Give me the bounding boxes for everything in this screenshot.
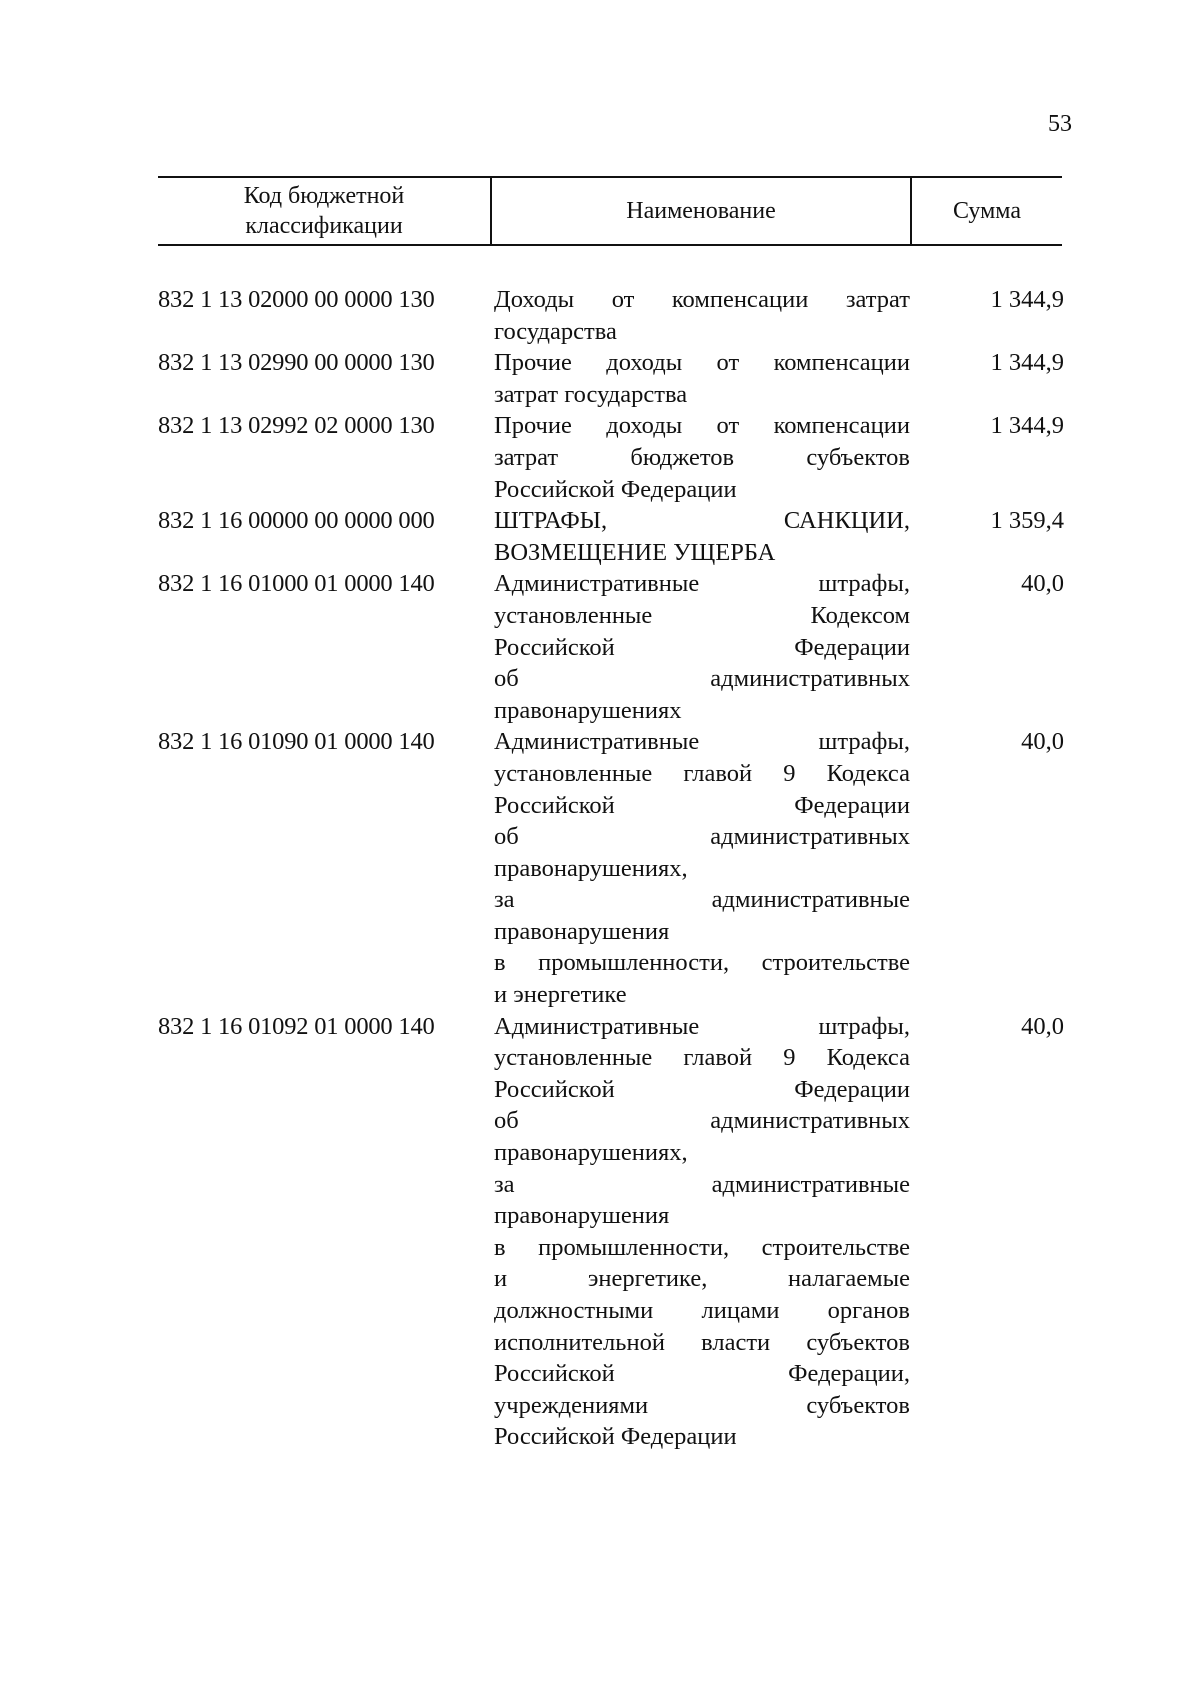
budget-code-cell: 832 1 16 00000 00 0000 000 (158, 507, 435, 535)
name-line: Российской Федерации (494, 475, 737, 503)
name-line: и энергетике (494, 981, 627, 1009)
sum-cell: 40,0 (1021, 570, 1064, 598)
name-line: Прочие доходы от компенсации (494, 412, 910, 440)
name-line: Административные штрафы, (494, 728, 910, 756)
name-cell (494, 410, 910, 505)
name-line: в промышленности, строительстве (494, 1233, 910, 1261)
name-line: правонарушениях (494, 696, 682, 724)
name-line: затрат бюджетов субъектов (494, 443, 910, 471)
sum-cell: 1 344,9 (990, 349, 1064, 377)
budget-code-cell: 832 1 16 01000 01 0000 140 (158, 570, 435, 598)
name-line: государства (494, 317, 617, 345)
name-line: Российской Федерации, (494, 1360, 910, 1388)
table-row (158, 726, 1064, 1010)
sum-cell: 1 344,9 (990, 286, 1064, 313)
name-cell (494, 726, 910, 1010)
name-line: за административные (494, 886, 910, 914)
budget-code-cell: 832 1 13 02990 00 0000 130 (158, 349, 435, 377)
table-header (158, 176, 1062, 246)
name-line: исполнительной власти субъектов (494, 1328, 910, 1356)
budget-table-body (158, 284, 1064, 1453)
table-row (158, 284, 1064, 347)
name-line: Российской Федерации (494, 1075, 910, 1103)
budget-code-cell: 832 1 13 02992 02 0000 130 (158, 412, 435, 440)
name-line: за административные (494, 1170, 910, 1198)
name-cell (494, 505, 910, 568)
header-code-column (158, 178, 490, 244)
name-line: Доходы от компенсации затрат (494, 286, 910, 313)
name-line: Прочие доходы от компенсации (494, 349, 910, 377)
name-line: об административных (494, 1107, 910, 1135)
table-row (158, 347, 1064, 410)
name-line: об административных (494, 823, 910, 851)
name-cell (494, 347, 910, 410)
table-row (158, 410, 1064, 505)
name-line: Административные штрафы, (494, 570, 910, 598)
name-line: затрат государства (494, 380, 688, 408)
name-line: учреждениями субъектов (494, 1391, 910, 1419)
budget-code-cell: 832 1 16 01092 01 0000 140 (158, 1012, 435, 1040)
name-cell (494, 1011, 910, 1453)
header-code-line-2: классификации (245, 213, 403, 239)
table-row (158, 1011, 1064, 1453)
name-line: Российской Федерации (494, 1423, 737, 1451)
header-sum-column: Сумма (910, 178, 1062, 244)
name-line: Административные штрафы, (494, 1012, 910, 1040)
name-line: ВОЗМЕЩЕНИЕ УЩЕРБА (494, 538, 776, 566)
name-line: установленные главой 9 Кодекса (494, 759, 910, 787)
name-line: правонарушениях, (494, 854, 688, 882)
name-line: ШТРАФЫ, САНКЦИИ, (494, 507, 910, 535)
name-line: правонарушения (494, 917, 670, 945)
sum-cell: 40,0 (1021, 1012, 1064, 1040)
name-cell (494, 568, 910, 726)
sum-cell: 1 344,9 (990, 412, 1064, 440)
table-row (158, 568, 1064, 726)
name-line: Российской Федерации (494, 633, 910, 661)
budget-code-cell: 832 1 13 02000 00 0000 130 (158, 286, 435, 313)
name-cell (494, 284, 910, 347)
name-line: правонарушения (494, 1202, 670, 1230)
header-name-column: Наименование (490, 178, 910, 244)
name-line: об административных (494, 665, 910, 693)
sum-cell: 40,0 (1021, 728, 1064, 756)
name-line: правонарушениях, (494, 1139, 688, 1167)
name-line: Российской Федерации (494, 791, 910, 819)
name-line: и энергетике, налагаемые (494, 1265, 910, 1293)
page-number: 53 (1048, 111, 1072, 137)
name-line: должностными лицами органов (494, 1297, 910, 1324)
table-row (158, 505, 1064, 568)
name-line: в промышленности, строительстве (494, 949, 910, 977)
budget-code-cell: 832 1 16 01090 01 0000 140 (158, 728, 435, 756)
sum-cell: 1 359,4 (990, 507, 1064, 535)
name-line: установленные главой 9 Кодекса (494, 1044, 910, 1072)
name-line: установленные Кодексом (494, 601, 910, 629)
header-code-line-1: Код бюджетной (243, 183, 405, 209)
